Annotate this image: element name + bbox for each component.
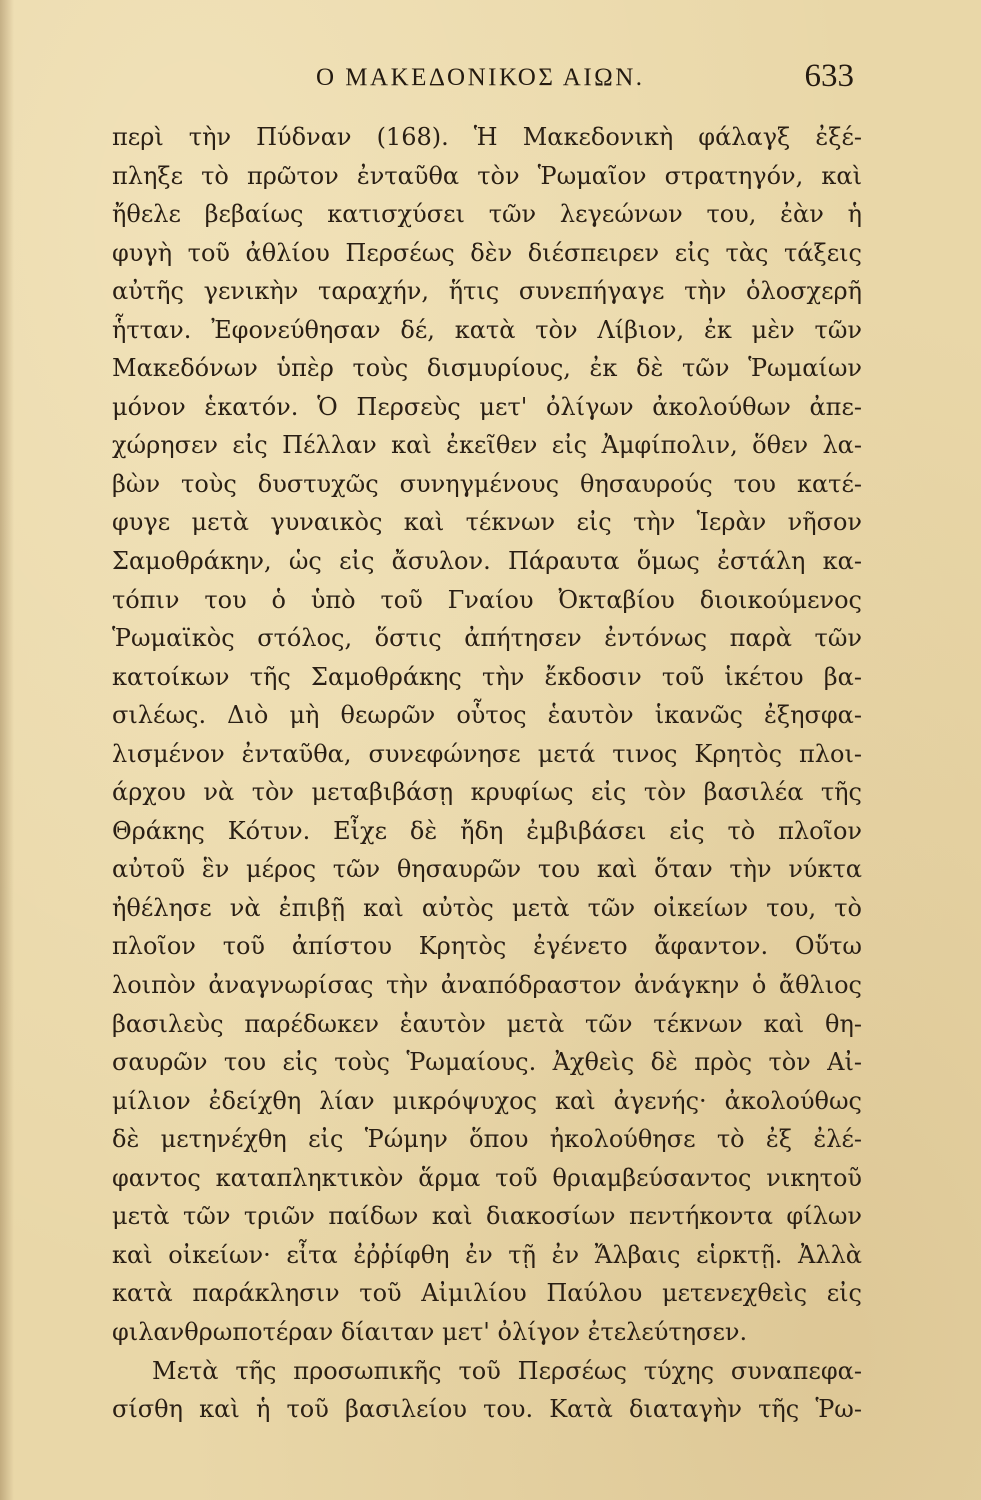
text-line: μετὰ τῶν τριῶν παίδων καὶ διακοσίων πεντήκοντα φίλων xyxy=(112,1202,862,1231)
text-line: σιλέως. Διὸ μὴ θεωρῶν οὗτος ἑαυτὸν ἱκανῶς ἐξησφα- xyxy=(112,701,862,730)
text-line: βασιλεὺς παρέδωκεν ἑαυτὸν μετὰ τῶν τέκνων καὶ θη- xyxy=(112,1009,862,1038)
paragraph xyxy=(112,1352,862,1429)
text-line: φυγε μετὰ γυναικὸς καὶ τέκνων εἰς τὴν Ἱερὰν νῆσον xyxy=(112,508,862,537)
text-line: βὼν τοὺς δυστυχῶς συνηγμένους θησαυρούς του κατέ- xyxy=(112,469,862,498)
text-line: μίλιον ἐδείχθη λίαν μικρόψυχος καὶ ἀγενής· ἀκολούθως xyxy=(112,1086,862,1115)
text-line: μόνον ἑκατόν. Ὁ Περσεὺς μετ' ὀλίγων ἀκολούθων ἀπε- xyxy=(112,392,862,421)
page-number: 633 xyxy=(804,58,854,94)
text-line: φαντος καταπληκτικὸν ἅρμα τοῦ θριαμβεύσαντος νικητοῦ xyxy=(112,1163,862,1192)
text-line: λισμένον ἐνταῦθα, συνεφώνησε μετά τινος Κρητὸς πλοι- xyxy=(112,739,862,768)
text-line: Μακεδόνων ὑπὲρ τοὺς δισμυρίους, ἐκ δὲ τῶν Ῥωμαίων xyxy=(112,354,862,383)
text-line: πλοῖον τοῦ ἀπίστου Κρητὸς ἐγένετο ἄφαντον. Οὕτω xyxy=(112,932,862,961)
text-line: Θράκης Κότυν. Εἶχε δὲ ἤδη ἐμβιβάσει εἰς τὸ πλοῖον xyxy=(112,816,862,845)
text-line: σαυρῶν του εἰς τοὺς Ῥωμαίους. Ἀχθεὶς δὲ πρὸς τὸν Αἰ- xyxy=(112,1048,862,1077)
text-line: φιλανθρωποτέραν δίαιταν μετ' ὀλίγον ἐτελεύτησεν. xyxy=(112,1317,748,1346)
running-head: Ο ΜΑΚΕΔΟΝΙΚΟΣ ΑΙΩΝ. xyxy=(316,64,645,91)
text-line: ἠθέλησε νὰ ἐπιβῇ καὶ αὐτὸς μετὰ τῶν οἰκείων του, τὸ xyxy=(112,893,862,922)
text-line: δὲ μετηνέχθη εἰς Ῥώμην ὅπου ἠκολούθησε τὸ ἐξ ἐλέ- xyxy=(112,1125,862,1154)
text-line: Σαμοθράκην, ὡς εἰς ἄσυλον. Πάραυτα ὅμως ἐστάλη κα- xyxy=(112,547,862,576)
text-line: ἧτταν. Ἐφονεύθησαν δέ, κατὰ τὸν Λίβιον, ἐκ μὲν τῶν xyxy=(112,315,862,344)
text-line: φυγὴ τοῦ ἀθλίου Περσέως δὲν διέσπειρεν εἰς τὰς τάξεις xyxy=(112,238,862,267)
text-line: τόπιν του ὁ ὑπὸ τοῦ Γναίου Ὀκταβίου διοικούμενος xyxy=(112,585,862,614)
text-line: κατοίκων τῆς Σαμοθράκης τὴν ἔκδοσιν τοῦ ἱκέτου βα- xyxy=(112,662,862,691)
text-line: κατὰ παράκλησιν τοῦ Αἰμιλίου Παύλου μετενεχθεὶς εἰς xyxy=(112,1279,862,1308)
text-line: Μετὰ τῆς προσωπικῆς τοῦ Περσέως τύχης συναπεφα- xyxy=(152,1356,862,1385)
text-line: άρχου νὰ τὸν μεταβιβάσῃ κρυφίως εἰς τὸν βασιλέα τῆς xyxy=(112,778,862,807)
text-line: περὶ τὴν Πύδναν (168). Ἡ Μακεδονικὴ φάλαγξ ἐξέ- xyxy=(112,123,862,151)
text-line: Ῥωμαϊκὸς στόλος, ὅστις ἀπήτησεν ἐντόνως παρὰ τῶν xyxy=(112,624,862,653)
text-line: ἤθελε βεβαίως κατισχύσει τῶν λεγεώνων του, ἐὰν ἡ xyxy=(112,200,862,229)
text-line: αὐτοῦ ἓν μέρος τῶν θησαυρῶν του καὶ ὅταν τὴν νύκτα xyxy=(112,855,862,884)
text-line: λοιπὸν ἀναγνωρίσας τὴν ἀναπόδραστον ἀνάγκην ὁ ἄθλιος xyxy=(112,971,862,1000)
text-line: αὐτῆς γενικὴν ταραχήν, ἥτις συνεπήγαγε τὴν ὁλοσχερῆ xyxy=(112,277,862,306)
text-line: καὶ οἰκείων· εἶτα ἐῤῥίφθη ἐν τῇ ἐν Ἄλβαις εἱρκτῇ. Ἀλλὰ xyxy=(112,1240,862,1269)
text-line: σίσθη καὶ ἡ τοῦ βασιλείου του. Κατὰ διαταγὴν τῆς Ῥω- xyxy=(112,1395,862,1424)
paragraph xyxy=(112,118,862,1352)
text-line: πληξε τὸ πρῶτον ἐνταῦθα τὸν Ῥωμαῖον στρατηγόν, καὶ xyxy=(112,161,862,190)
text-line: χώρησεν εἰς Πέλλαν καὶ ἐκεῖθεν εἰς Ἀμφίπολιν, ὅθεν λα- xyxy=(112,431,862,460)
page-edge-shadow xyxy=(0,0,14,1500)
body-text xyxy=(112,118,862,1429)
page-header xyxy=(108,58,860,98)
